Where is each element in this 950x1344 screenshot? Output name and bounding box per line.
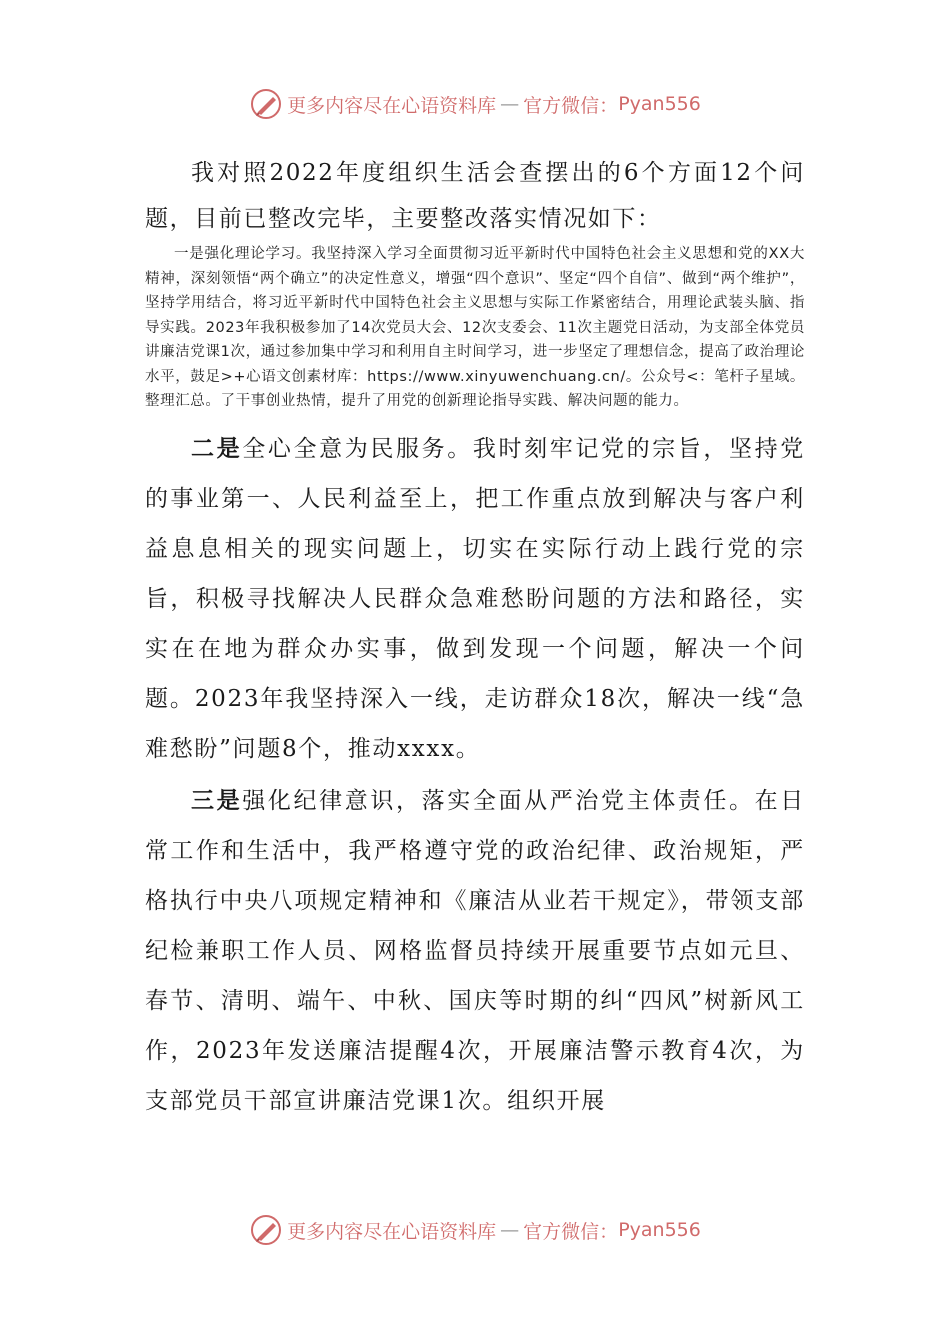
pen-logo-icon [249, 87, 283, 121]
watermark-wechat-id: Pyan556 [618, 93, 701, 115]
section-2-lead: 二是 [191, 435, 243, 462]
section-2-paragraph [145, 424, 805, 774]
watermark-wechat-label: 官方微信： [523, 1220, 619, 1243]
watermark-wechat-label: 官方微信： [523, 94, 619, 117]
watermark-separator: — [500, 1219, 520, 1241]
watermark-header [0, 84, 950, 124]
watermark-text: 更多内容尽在心语资料库 [287, 1220, 497, 1243]
section-2-text: 全心全意为民服务。我时刻牢记党的宗旨，坚持党的事业第一、人民利益至上，把工作重点放到解决与客户利益息息相关的现实问题上，切实在实际行动上践行党的宗旨，积极寻找解决人民群众急难愁盼问题的方法和路径，实实在在地为群众办实事，做到发现一个问题，解决一个问题。2023年我坚持深入一线，走访群众18次，解决一线“急难愁盼”问题8个，推动xxxx。 [145, 435, 805, 762]
section-1-paragraph: 一是强化理论学习。我坚持深入学习全面贯彻习近平新时代中国特色社会主义思想和党的XX大精神，深刻领悟“两个确立”的决定性意义，增强“四个意识”、坚定“四个自信”、做到“两个维护”，坚持学用结合，将习近平新时代中国特色社会主义思想与实际工作紧密结合，用理论武装头脑、指导实践。2023年我积极参加了14次党员大会、12次支委会、11次主题党日活动，为支部全体党员讲廉洁党课1次，通过参加集中学习和利用自主时间学习，进一步坚定了理想信念，提高了政治理论水平，鼓足>+心语文创素材库：https://www.xinyuwenchuang.cn/。公众号<：笔杆子星域。整理汇总。了干事创业热情，提升了用党的创新理论指导实践、解决问题的能力。 [145, 246, 805, 409]
intro-paragraph: 我对照2022年度组织生活会查摆出的6个方面12个问题，目前已整改完毕，主要整改落实情况如下： [145, 160, 805, 232]
watermark-separator: — [500, 93, 520, 115]
section-3-paragraph [145, 776, 805, 1126]
pen-logo-icon [249, 1213, 283, 1247]
watermark-footer [0, 1210, 950, 1250]
section-3-text: 强化纪律意识，落实全面从严治党主体责任。在日常工作和生活中，我严格遵守党的政治纪律、政治规矩，严格执行中央八项规定精神和《廉洁从业若干规定》，带领支部纪检兼职工作人员、网格监督员持续开展重要节点如元旦、春节、清明、端午、中秋、国庆等时期的纠“四风”树新风工作，2023年发送廉洁提醒4次，开展廉洁警示教育4次，为支部党员干部宣讲廉洁党课1次。组织开展 [145, 787, 805, 1114]
watermark-text: 更多内容尽在心语资料库 [287, 94, 497, 117]
document-body [145, 150, 805, 1128]
watermark-wechat-id: Pyan556 [618, 1219, 701, 1241]
section-3-lead: 三是 [191, 787, 243, 814]
